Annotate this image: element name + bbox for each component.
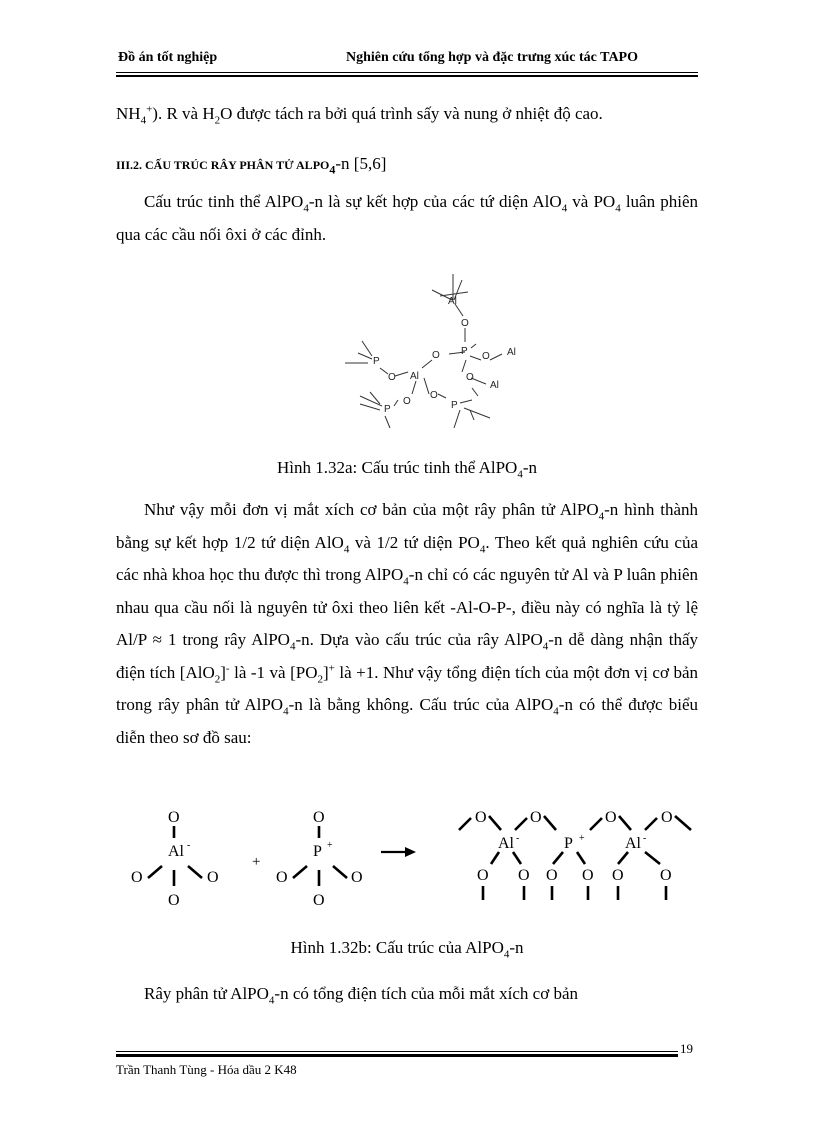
fig-b-o: O bbox=[351, 869, 363, 886]
fig-b-al: Al bbox=[168, 843, 184, 860]
figure-a-caption: Hình 1.32a: Cấu trúc tinh thể AlPO$_4$-n bbox=[276, 458, 537, 481]
fig-b-o: O bbox=[207, 869, 219, 886]
reaction-arrow-icon bbox=[381, 847, 416, 857]
page-number: 19 bbox=[680, 1041, 693, 1056]
header-rule bbox=[116, 72, 698, 73]
body-paragraph: Như vậy mỗi đơn vị mắt xích cơ bản của một rây phân tử AlPO$_4$-n hình thành bằng sự kết hợp 1/2 tứ diện AlO$_4$ và 1/2 tứ diện $PO_4$. Theo kết quả nghiên cứu của các nhà khoa học thu được thì trong AlPO$_4$-n chỉ có các nguyên tử Al và P luân phiên nhau qua cầu nối là nguyên tử ôxi theo liên kết -Al-O-P-, điều này có nghĩa là tỷ lệ Al/P ≈ 1 trong rây AlPO$_4$-n. Dựa vào cấu trúc của rây AlPO$_4$-n dễ dàng nhận thấy điện tích [AlO$_2$]- là -1 và $[PO_2]^+$ là +1. Như vậy tổng điện tích của một đơn vị cơ bản trong rây phân tử AlPO$_4$-n là bằng không. Cấu trúc của AlPO$_4$-n có thể được biểu diễn theo sơ đồ sau: bbox=[116, 500, 699, 747]
footer-rule-thick bbox=[116, 1054, 678, 1057]
fig-b-p: P bbox=[313, 843, 322, 860]
header-rule-thick bbox=[116, 75, 698, 77]
fig-a-label: Al bbox=[507, 347, 516, 358]
fig-a-label: P bbox=[384, 404, 391, 415]
fig-a-label: O bbox=[432, 350, 440, 361]
figure-b-diagram bbox=[116, 800, 716, 912]
fig-a-label: P bbox=[461, 346, 468, 357]
fig-b-o: O bbox=[612, 867, 624, 884]
fig-b-o: O bbox=[477, 867, 489, 884]
fig-b-o: O bbox=[168, 892, 180, 909]
intro-paragraph: Cấu trúc tinh thể AlPO$_4$-n là sự kết hợp của các tứ diện AlO$_4$ và $PO_4$ luân phiên qua các cầu nối ôxi ở các đỉnh. bbox=[116, 192, 698, 244]
fig-b-o: O bbox=[661, 809, 673, 826]
fig-b-o: O bbox=[582, 867, 594, 884]
header-left: Đồ án tốt nghiệp bbox=[118, 50, 218, 65]
footer-rule bbox=[116, 1051, 678, 1052]
header-right: Nghiên cứu tổng hợp và đặc trưng xúc tác TAPO bbox=[346, 50, 638, 65]
fig-b-charge: + bbox=[579, 833, 585, 844]
fig-b-al: Al bbox=[625, 835, 641, 852]
fig-a-label: O bbox=[430, 390, 438, 401]
fig-a-label: P bbox=[373, 356, 380, 367]
fig-b-o: O bbox=[276, 869, 288, 886]
fig-a-label: Al bbox=[448, 296, 457, 307]
fig-b-o: O bbox=[605, 809, 617, 826]
fig-b-plus: + bbox=[252, 854, 261, 870]
fig-a-label: O bbox=[482, 351, 490, 362]
fig-a-label: O bbox=[388, 372, 396, 383]
last-paragraph: Rây phân tử AlPO$_4$-n có tổng điện tích của mỗi mắt xích cơ bản bbox=[144, 984, 578, 1007]
fig-b-o: O bbox=[313, 809, 325, 826]
fig-a-label: O bbox=[461, 318, 469, 329]
fig-b-charge: + bbox=[327, 840, 333, 851]
top-line: $NH_4^+$). R và $H_2O$ được tách ra bởi quá trình sấy và nung ở nhiệt độ cao. bbox=[116, 103, 603, 127]
fig-b-al: Al bbox=[498, 835, 514, 852]
fig-b-o: O bbox=[530, 809, 542, 826]
fig-b-o: O bbox=[168, 809, 180, 826]
fig-a-label: O bbox=[466, 372, 474, 383]
section-heading: III.2. CẤU TRÚC RÂY PHÂN TỬ $ALPO_4-n$ [5,6] bbox=[116, 154, 387, 177]
fig-b-p: P bbox=[564, 835, 573, 852]
fig-b-o: O bbox=[546, 867, 558, 884]
fig-a-label: Al bbox=[410, 371, 419, 382]
figure-a-diagram bbox=[330, 268, 540, 440]
fig-b-charge: - bbox=[516, 833, 520, 844]
fig-b-o: O bbox=[313, 892, 325, 909]
fig-a-label: P bbox=[451, 400, 458, 411]
figure-b-caption: Hình 1.32b: Cấu trúc của AlPO$_4$-n bbox=[290, 938, 524, 961]
fig-a-label: O bbox=[403, 396, 411, 407]
fig-b-o: O bbox=[660, 867, 672, 884]
footer-author: Trần Thanh Tùng - Hóa dầu 2 K48 bbox=[116, 1062, 297, 1077]
fig-b-o: O bbox=[518, 867, 530, 884]
fig-b-o: O bbox=[475, 809, 487, 826]
fig-b-charge: - bbox=[643, 833, 647, 844]
fig-b-charge: - bbox=[187, 840, 191, 851]
fig-a-label: Al bbox=[490, 380, 499, 391]
fig-b-o: O bbox=[131, 869, 143, 886]
